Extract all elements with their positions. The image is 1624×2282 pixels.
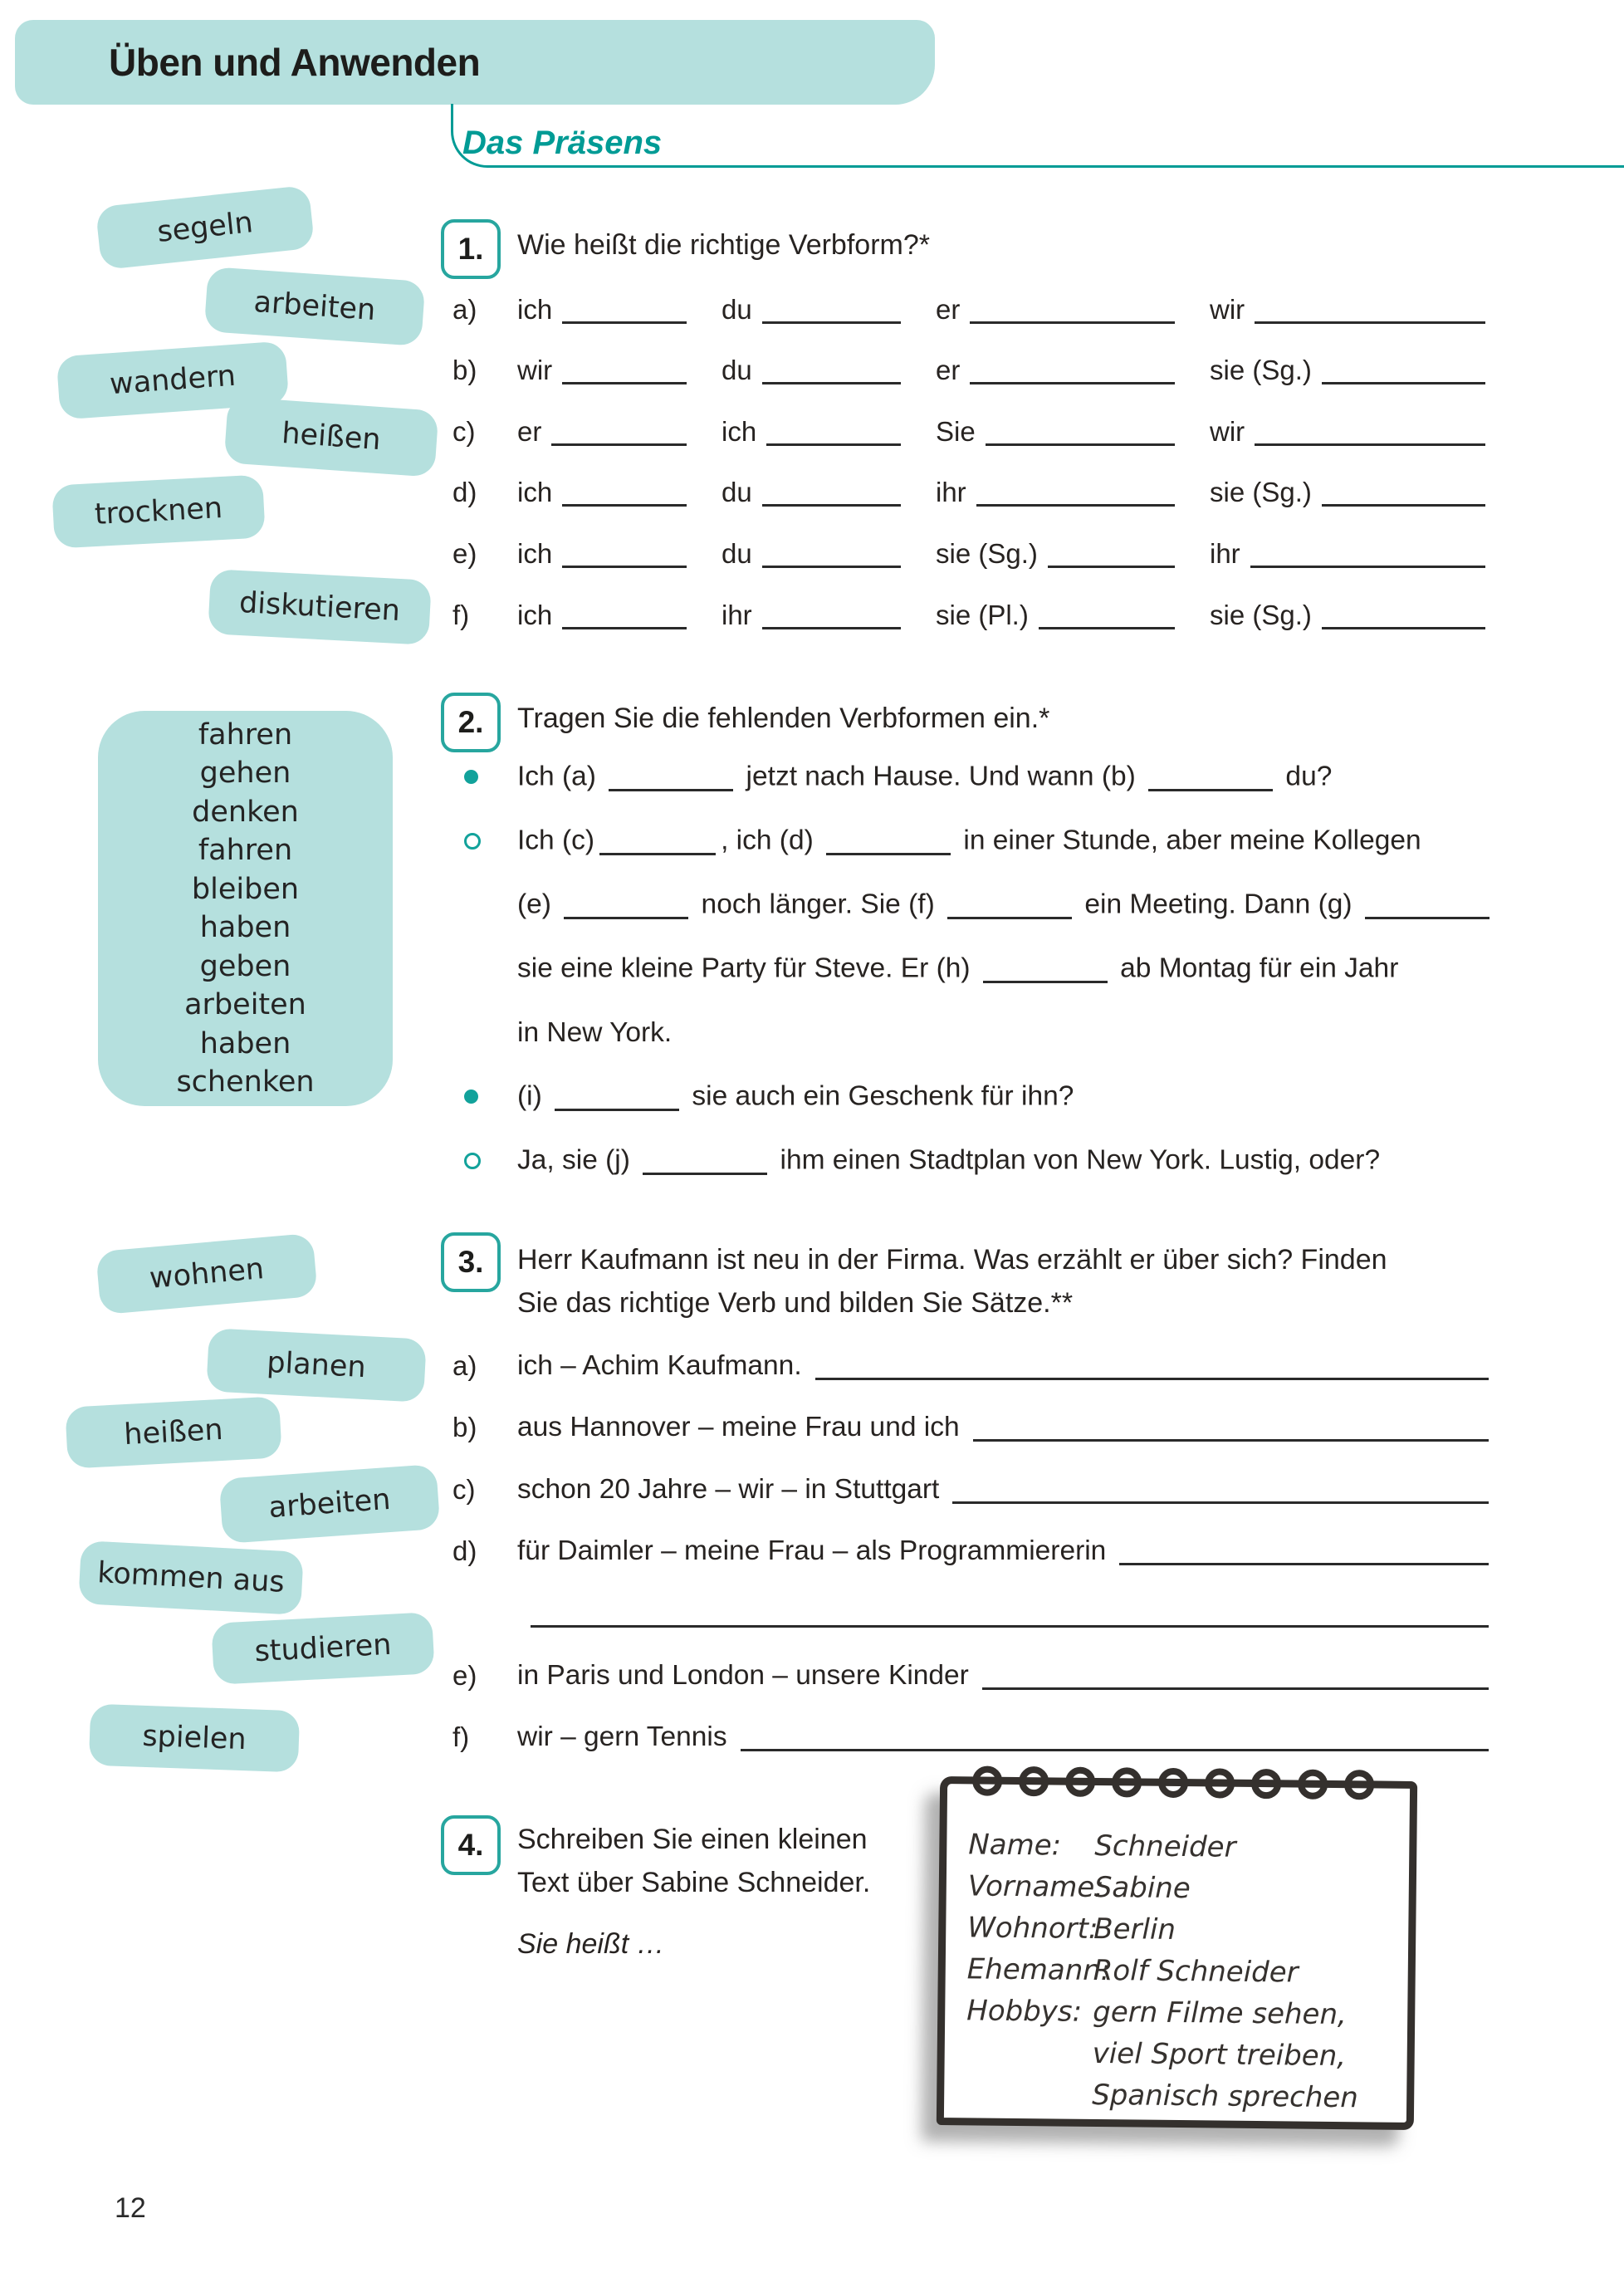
pronoun-cell: Sie: [936, 416, 1210, 448]
exercise-number-badge: 3.: [441, 1232, 501, 1292]
sentence-item: b) aus Hannover – meine Frau und ich: [452, 1393, 1492, 1456]
exercise3-title-line1: Herr Kaufmann ist neu in der Firma. Was erzählt er über sich? Finden: [517, 1244, 1387, 1276]
note-label: [966, 2073, 1093, 2116]
pronoun-cell: ich: [722, 416, 936, 448]
word-item: denken: [192, 795, 299, 829]
verb-form-row: [452, 459, 1490, 521]
word-tile: wandern: [56, 340, 290, 419]
note-label: Wohnort:: [967, 1911, 1098, 1947]
section-subtitle: Das Präsens: [462, 125, 663, 161]
word-tile: segeln: [95, 185, 316, 271]
exercise2-dialogue: [452, 745, 1492, 1192]
word-tile: arbeiten: [219, 1464, 441, 1544]
answer-blank: [562, 374, 687, 384]
answer-blank: [1322, 619, 1485, 629]
answer-blank: [970, 313, 1175, 324]
answer-blank: [1250, 557, 1485, 568]
answer-blank: [599, 825, 716, 855]
answer-blank: [762, 557, 901, 568]
pronoun-cell: sie (Sg.): [936, 538, 1210, 570]
word-tile: trocknen: [51, 474, 266, 548]
row-label: c): [452, 415, 476, 447]
answer-blank: [976, 496, 1175, 507]
word-tile: studieren: [211, 1612, 435, 1685]
row-label: e): [452, 537, 477, 569]
verb-form-row: [452, 337, 1490, 399]
note-card: [937, 1776, 1417, 2130]
sentence-item: c) schon 20 Jahre – wir – in Stuttgart: [452, 1455, 1492, 1517]
answer-blank: [766, 435, 901, 446]
sentence-item: a) ich – Achim Kaufmann.: [452, 1331, 1492, 1393]
answer-blank: [562, 496, 687, 507]
answer-blank: [986, 435, 1175, 446]
word-tile: heißen: [224, 396, 439, 477]
dialogue-line: in New York.: [517, 1016, 673, 1048]
note-label: Name:: [968, 1828, 1062, 1863]
note-value: viel Sport treiben,: [1092, 2036, 1347, 2074]
exercise4-text-line2: Text über Sabine Schneider.: [517, 1867, 871, 1898]
answer-blank: [973, 1431, 1489, 1442]
pronoun-cell: sie (Sg.): [1210, 600, 1490, 631]
answer-blank: [762, 619, 901, 629]
exercise3-title-line2: Sie das richtige Verb und bilden Sie Sätze.**: [517, 1287, 1074, 1319]
pronoun-cell: du: [722, 355, 936, 386]
pronoun-cell: er: [517, 416, 722, 448]
word-item: arbeiten: [184, 988, 306, 1021]
answer-blank: [952, 1493, 1489, 1504]
dialogue-line: (i) sie auch ein Geschenk für ihn?: [452, 1065, 1492, 1129]
pronoun-cell: er: [936, 355, 1210, 386]
word-tile: planen: [206, 1328, 427, 1403]
pronoun-cell: ihr: [1210, 538, 1490, 570]
pronoun-cell: du: [722, 294, 936, 326]
dialogue-line: sie eine kleine Party für Steve. Er (h) ab Montag für ein Jahr: [517, 952, 1399, 984]
answer-blank: [1119, 1555, 1489, 1565]
exercise-number-badge: 4.: [441, 1815, 501, 1875]
pronoun-cell: ich: [517, 600, 722, 631]
pronoun-cell: wir: [1210, 294, 1490, 326]
sentence-item: [452, 1579, 1492, 1641]
note-label: Vorname:: [967, 1869, 1104, 1905]
pronoun-cell: wir: [1210, 416, 1490, 448]
pronoun-cell: ihr: [722, 600, 936, 631]
answer-blank: [1255, 435, 1485, 446]
exercise4-hint: Sie heißt …: [517, 1928, 665, 1960]
spiral-binding-icon: [954, 1759, 1407, 1807]
verb-form-row: [452, 398, 1490, 459]
pronoun-cell: du: [722, 538, 936, 570]
row-label: f): [452, 599, 470, 630]
word-tile: diskutieren: [208, 569, 432, 645]
note-value: gern Filme sehen,: [1093, 1995, 1348, 2032]
answer-blank: [562, 313, 687, 324]
verb-form-row: [452, 520, 1490, 581]
word-item: geben: [199, 949, 291, 983]
word-tile: spielen: [89, 1704, 300, 1773]
exercise-number-badge: 2.: [441, 693, 501, 752]
exercise1-title: Wie heißt die richtige Verbform?*: [517, 229, 930, 261]
answer-blank: [564, 889, 688, 919]
answer-blank: [531, 1617, 1489, 1628]
answer-blank: [970, 374, 1175, 384]
verb-word-box: [98, 711, 393, 1106]
word-tile: kommen aus: [78, 1540, 304, 1615]
word-tile: heißen: [65, 1396, 282, 1468]
answer-blank: [1148, 761, 1273, 791]
pronoun-cell: ihr: [936, 477, 1210, 508]
exercise1-rows: [452, 276, 1490, 643]
answer-blank: [982, 1679, 1489, 1690]
word-item: haben: [199, 911, 291, 944]
word-item: fahren: [198, 834, 293, 867]
pronoun-cell: er: [936, 294, 1210, 326]
verb-form-row: [452, 581, 1490, 643]
pronoun-cell: ich: [517, 477, 722, 508]
dialogue-line: Ich (c) , ich (d) in einer Stunde, aber meine Kollegen: [452, 809, 1492, 873]
row-label: a): [452, 293, 477, 325]
word-item: haben: [199, 1026, 291, 1060]
note-label: Ehemann:: [966, 1952, 1111, 1988]
answer-blank: [762, 496, 901, 507]
exercise-number-badge: 1.: [441, 219, 501, 279]
pronoun-cell: sie (Sg.): [1210, 477, 1490, 508]
pronoun-cell: wir: [517, 355, 722, 386]
row-label: d): [452, 477, 477, 508]
verb-form-row: [452, 276, 1490, 337]
dialogue-line: Ich (a) jetzt nach Hause. Und wann (b) du?: [452, 745, 1492, 809]
answer-blank: [1322, 374, 1485, 384]
page-title: Üben und Anwenden: [109, 41, 481, 84]
exercise2-title: Tragen Sie die fehlenden Verbformen ein.*: [517, 703, 1050, 734]
pronoun-cell: sie (Pl.): [936, 600, 1210, 631]
answer-blank: [562, 557, 687, 568]
word-item: fahren: [198, 717, 293, 752]
pronoun-cell: ich: [517, 538, 722, 570]
answer-blank: [562, 619, 687, 629]
note-value: Berlin: [1093, 1912, 1176, 1947]
exercise4-text-line1: Schreiben Sie einen kleinen: [517, 1824, 868, 1855]
answer-blank: [643, 1144, 767, 1175]
note-value: Rolf Schneider: [1093, 1953, 1299, 1990]
speaker-bullet-icon: [452, 770, 517, 784]
word-item: schenken: [176, 1065, 315, 1099]
answer-blank: [983, 952, 1108, 983]
answer-blank: [762, 374, 901, 384]
speaker-bullet-icon: [452, 1090, 517, 1104]
page-number: 12: [115, 2192, 146, 2224]
speaker-bullet-icon: [452, 1153, 517, 1169]
answer-blank: [815, 1369, 1489, 1380]
answer-blank: [741, 1741, 1489, 1751]
answer-blank: [1365, 889, 1489, 919]
pronoun-cell: du: [722, 477, 936, 508]
pronoun-cell: sie (Sg.): [1210, 355, 1490, 386]
answer-blank: [609, 761, 733, 791]
dialogue-line: Ja, sie (j) ihm einen Stadtplan von New York. Lustig, oder?: [452, 1129, 1492, 1192]
note-value: Schneider: [1094, 1829, 1236, 1864]
note-label: Hobbys:: [966, 1994, 1083, 2029]
answer-blank: [1255, 313, 1485, 324]
dialogue-line: (e) noch länger. Sie (f) ein Meeting. Dann (g): [452, 873, 1492, 937]
note-value: Spanisch sprechen: [1091, 2078, 1359, 2115]
answer-blank: [551, 435, 687, 446]
header: [15, 20, 935, 105]
answer-blank: [826, 825, 951, 855]
speaker-bullet-icon: [452, 833, 517, 850]
answer-blank: [947, 889, 1072, 919]
note-label: [966, 2031, 1093, 2074]
answer-blank: [1039, 619, 1175, 629]
word-tile: wohnen: [95, 1233, 318, 1315]
exercise3-items: [452, 1331, 1492, 1765]
row-label: b): [452, 355, 477, 386]
word-item: gehen: [199, 757, 291, 790]
sentence-item: f) wir – gern Tennis: [452, 1703, 1492, 1765]
sentence-item: e) in Paris und London – unsere Kinder: [452, 1641, 1492, 1703]
note-value: Sabine: [1093, 1870, 1191, 1906]
word-item: bleiben: [191, 872, 300, 906]
answer-blank: [1048, 557, 1175, 568]
sentence-item: d) für Daimler – meine Frau – als Programmiererin: [452, 1517, 1492, 1579]
note-fields: [944, 1784, 1410, 2119]
pronoun-cell: ich: [517, 294, 722, 326]
answer-blank: [1322, 496, 1485, 507]
answer-blank: [762, 313, 901, 324]
word-tile: arbeiten: [204, 267, 426, 346]
answer-blank: [555, 1080, 679, 1111]
